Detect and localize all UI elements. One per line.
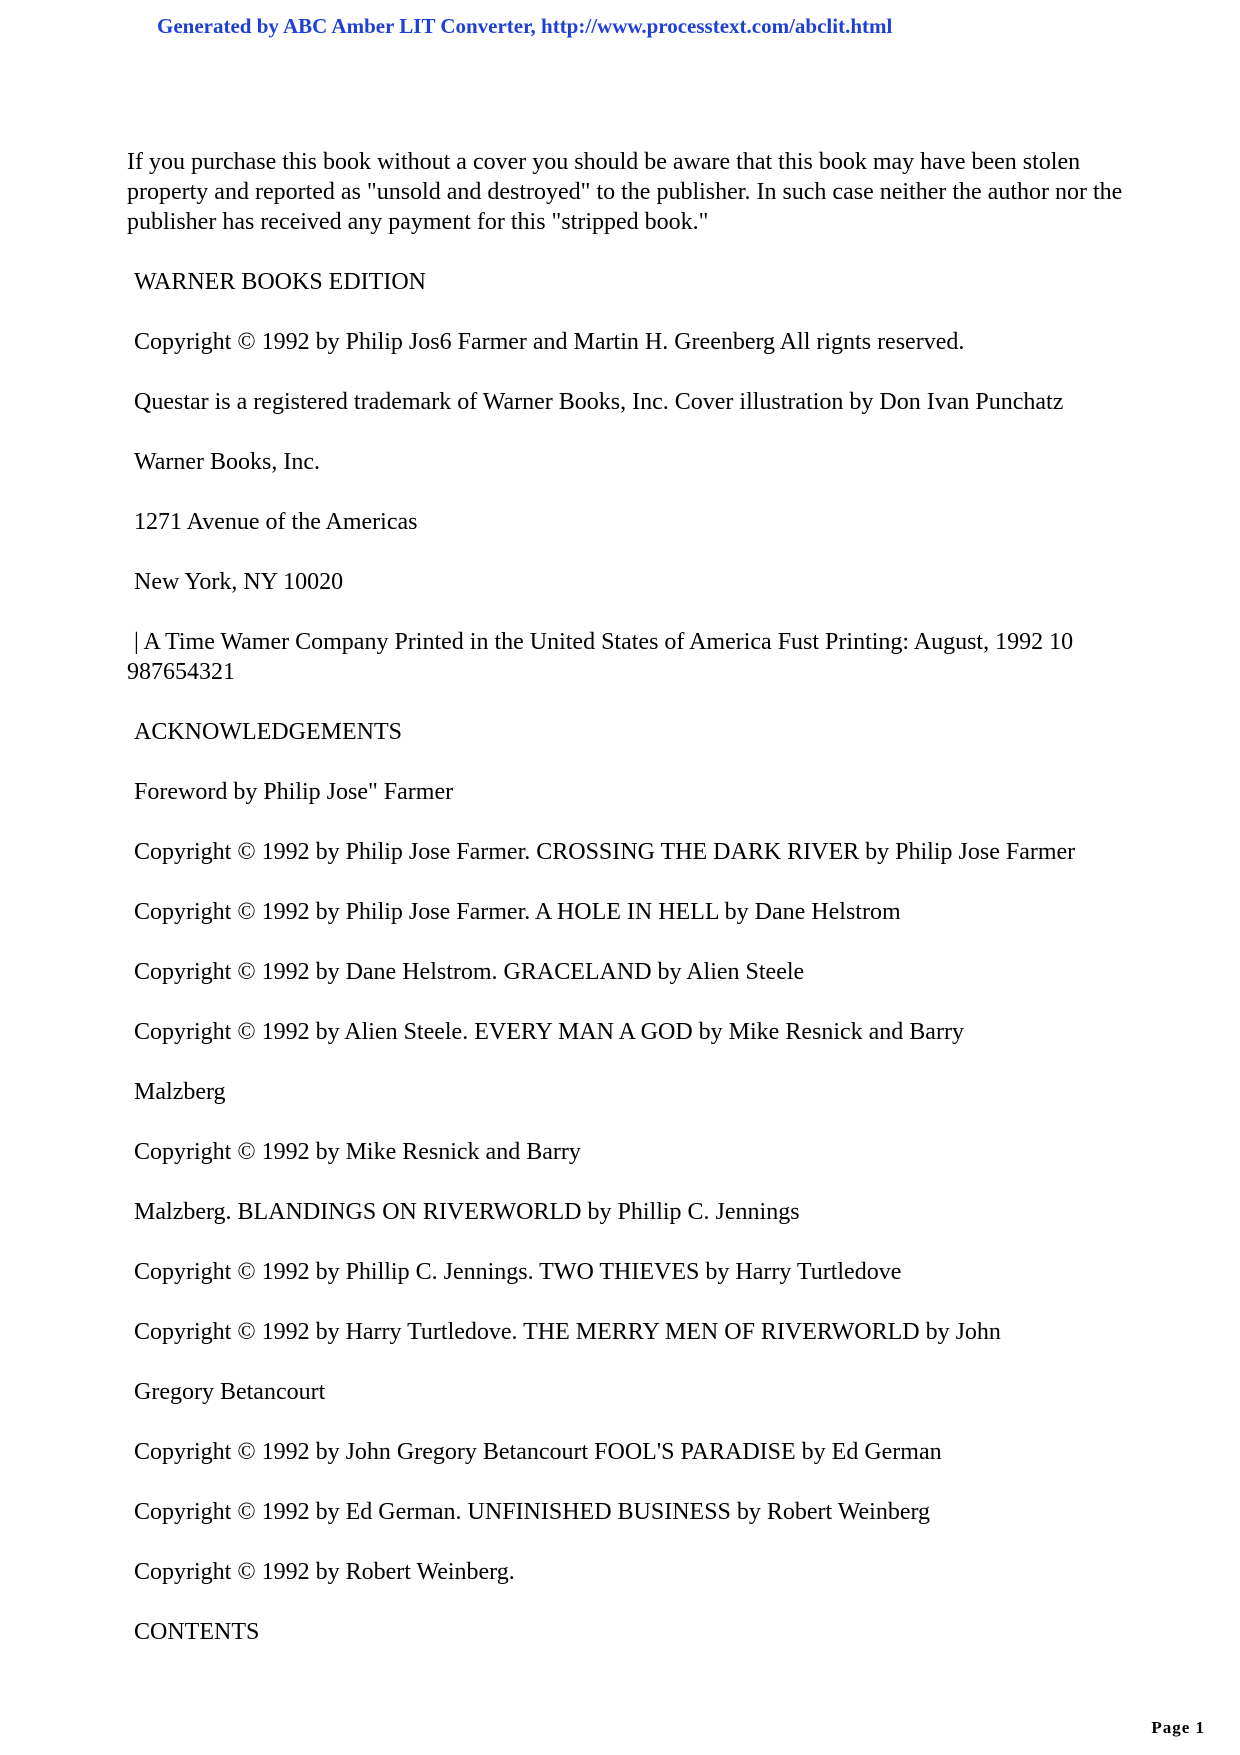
ack-line: Copyright © 1992 by Robert Weinberg. bbox=[134, 1559, 515, 1585]
acknowledgements-heading: ACKNOWLEDGEMENTS bbox=[134, 719, 402, 745]
ack-line: Foreword by Philip Jose" Farmer bbox=[134, 779, 454, 805]
generator-banner: Generated by ABC Amber LIT Converter, http://www.processtext.com/abclit.html bbox=[157, 14, 893, 38]
document-body bbox=[127, 147, 1127, 1677]
publisher-street: 1271 Avenue of the Americas bbox=[134, 509, 418, 535]
ack-line: Copyright © 1992 by Ed German. UNFINISHED BUSINESS by Robert Weinberg bbox=[134, 1499, 931, 1525]
ack-line: Copyright © 1992 by Mike Resnick and Barry bbox=[134, 1139, 581, 1165]
ack-line: Copyright © 1992 by Phillip C. Jennings. TWO THIEVES by Harry Turtledove bbox=[134, 1259, 902, 1285]
ack-line: Malzberg bbox=[134, 1079, 226, 1105]
ack-line: Copyright © 1992 by Harry Turtledove. THE MERRY MEN OF RIVERWORLD by John bbox=[134, 1319, 1001, 1345]
ack-line: Gregory Betancourt bbox=[134, 1379, 326, 1405]
publisher-city: New York, NY 10020 bbox=[134, 569, 344, 595]
page-number: Page 1 bbox=[1151, 1718, 1205, 1737]
ack-line: Malzberg. BLANDINGS ON RIVERWORLD by Phillip C. Jennings bbox=[134, 1199, 800, 1225]
ack-line: Copyright © 1992 by Dane Helstrom. GRACELAND by Alien Steele bbox=[134, 959, 805, 985]
publisher-name: Warner Books, Inc. bbox=[134, 449, 321, 475]
ack-line: Copyright © 1992 by John Gregory Betancourt FOOL'S PARADISE by Ed German bbox=[134, 1439, 942, 1465]
ack-line: Copyright © 1992 by Philip Jose Farmer. A HOLE IN HELL by Dane Helstrom bbox=[134, 899, 901, 925]
ack-line: Copyright © 1992 by Philip Jose Farmer. CROSSING THE DARK RIVER by Philip Jose Farmer bbox=[134, 839, 1076, 865]
stripped-book-notice: If you purchase this book without a cover you should be aware that this book may have been stolen property and reported as "unsold and destroyed" to the publisher. In such case neither the author nor the publisher has received any payment for this "stripped book." bbox=[127, 149, 1123, 235]
edition-line: WARNER BOOKS EDITION bbox=[134, 269, 426, 295]
copyright-line: Copyright © 1992 by Philip Jos6 Farmer and Martin H. Greenberg All rignts reserved. bbox=[134, 329, 965, 355]
ack-line: Copyright © 1992 by Alien Steele. EVERY MAN A GOD by Mike Resnick and Barry bbox=[134, 1019, 964, 1045]
contents-heading: CONTENTS bbox=[134, 1619, 260, 1645]
trademark-line: Questar is a registered trademark of Warner Books, Inc. Cover illustration by Don Ivan Punchatz bbox=[134, 389, 1064, 415]
printing-line: | A Time Wamer Company Printed in the United States of America Fust Printing: August, 1992 10 987654321 bbox=[127, 629, 1074, 685]
